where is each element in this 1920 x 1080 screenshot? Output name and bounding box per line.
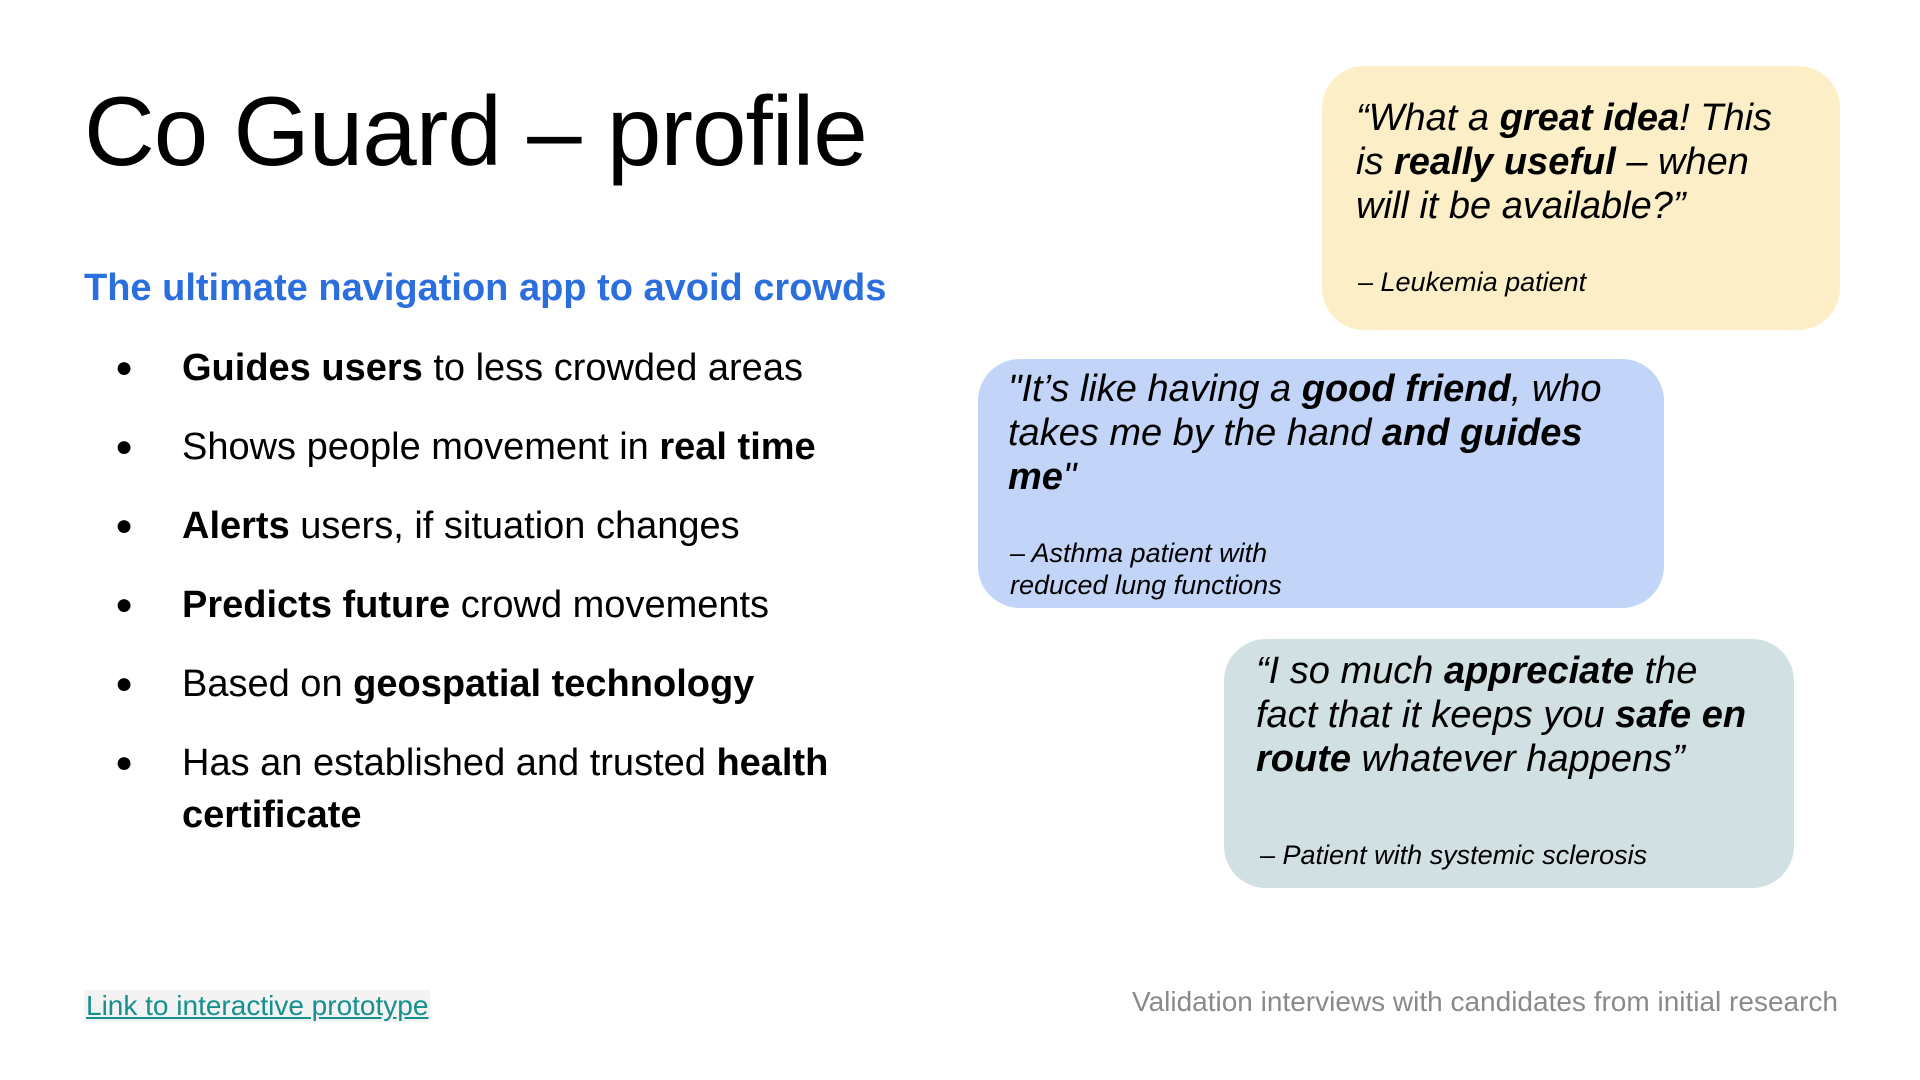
feature-item	[110, 342, 870, 394]
quote-part: "It’s like having a	[1008, 368, 1302, 410]
research-footnote: Validation interviews with candidates from initial research	[1131, 986, 1838, 1017]
feature-highlight: real time	[659, 426, 816, 468]
feature-item	[110, 658, 870, 710]
quote-emphasis: appreciate	[1443, 650, 1635, 692]
prototype-link[interactable]: Link to interactive prototype	[86, 990, 429, 1021]
quote-attribution: – Leukemia patient	[1358, 267, 1587, 297]
slide-subtitle: The ultimate navigation app to avoid crowds	[84, 267, 887, 309]
quote-part: , who takes me by the hand	[1008, 368, 1602, 454]
feature-highlight: Guides users	[182, 347, 423, 389]
feature-text: to less crowded areas	[422, 347, 803, 389]
feature-item	[110, 737, 870, 841]
feature-list	[110, 342, 870, 868]
feature-text: crowd movements	[450, 584, 770, 626]
quote-attribution: – Patient with systemic sclerosis	[1260, 840, 1648, 870]
feature-highlight: Predicts future	[182, 584, 451, 626]
quote-emphasis: really useful	[1394, 141, 1616, 183]
bullet-icon: ●	[115, 746, 134, 779]
quote-text	[1008, 367, 1634, 499]
feature-text: users, if situation changes	[289, 505, 740, 547]
feature-highlight: health certificate	[182, 742, 829, 836]
quote-emphasis: good friend	[1301, 368, 1511, 410]
slide-title: Co Guard – profile	[84, 76, 867, 186]
bullet-icon: ●	[115, 509, 134, 542]
quote-part: whatever happens”	[1351, 738, 1685, 780]
feature-item	[110, 579, 870, 631]
feature-text: Has an established and trusted	[182, 742, 717, 784]
quote-part: “What a	[1356, 97, 1500, 139]
quote-card-leukemia	[1322, 66, 1840, 330]
bullet-icon: ●	[115, 588, 134, 621]
bullet-icon: ●	[115, 667, 134, 700]
bullet-icon: ●	[115, 430, 134, 463]
quote-emphasis: and guides me	[1008, 412, 1583, 498]
quote-card-asthma	[978, 359, 1664, 608]
quote-attribution: – Asthma patient with reduced lung functions	[1010, 538, 1282, 600]
feature-item	[110, 421, 870, 473]
feature-item	[110, 500, 870, 552]
quote-card-sclerosis	[1224, 639, 1794, 888]
quote-part: "	[1062, 456, 1077, 498]
quote-emphasis: great idea	[1499, 97, 1680, 139]
feature-highlight: Alerts	[182, 505, 290, 547]
feature-text: Based on	[182, 663, 354, 705]
quote-text	[1356, 96, 1806, 228]
bullet-icon: ●	[115, 351, 134, 384]
quote-part: “I so much	[1256, 650, 1444, 692]
quote-emphasis: safe en route	[1256, 694, 1747, 780]
feature-highlight: geospatial technology	[353, 663, 755, 705]
quote-text	[1256, 649, 1764, 781]
quote-part: the fact that it keeps you	[1256, 650, 1698, 736]
feature-text: Shows people movement in	[182, 426, 660, 468]
quote-part: ! This is	[1356, 97, 1773, 183]
quote-part: – when will it be available?”	[1356, 141, 1749, 227]
